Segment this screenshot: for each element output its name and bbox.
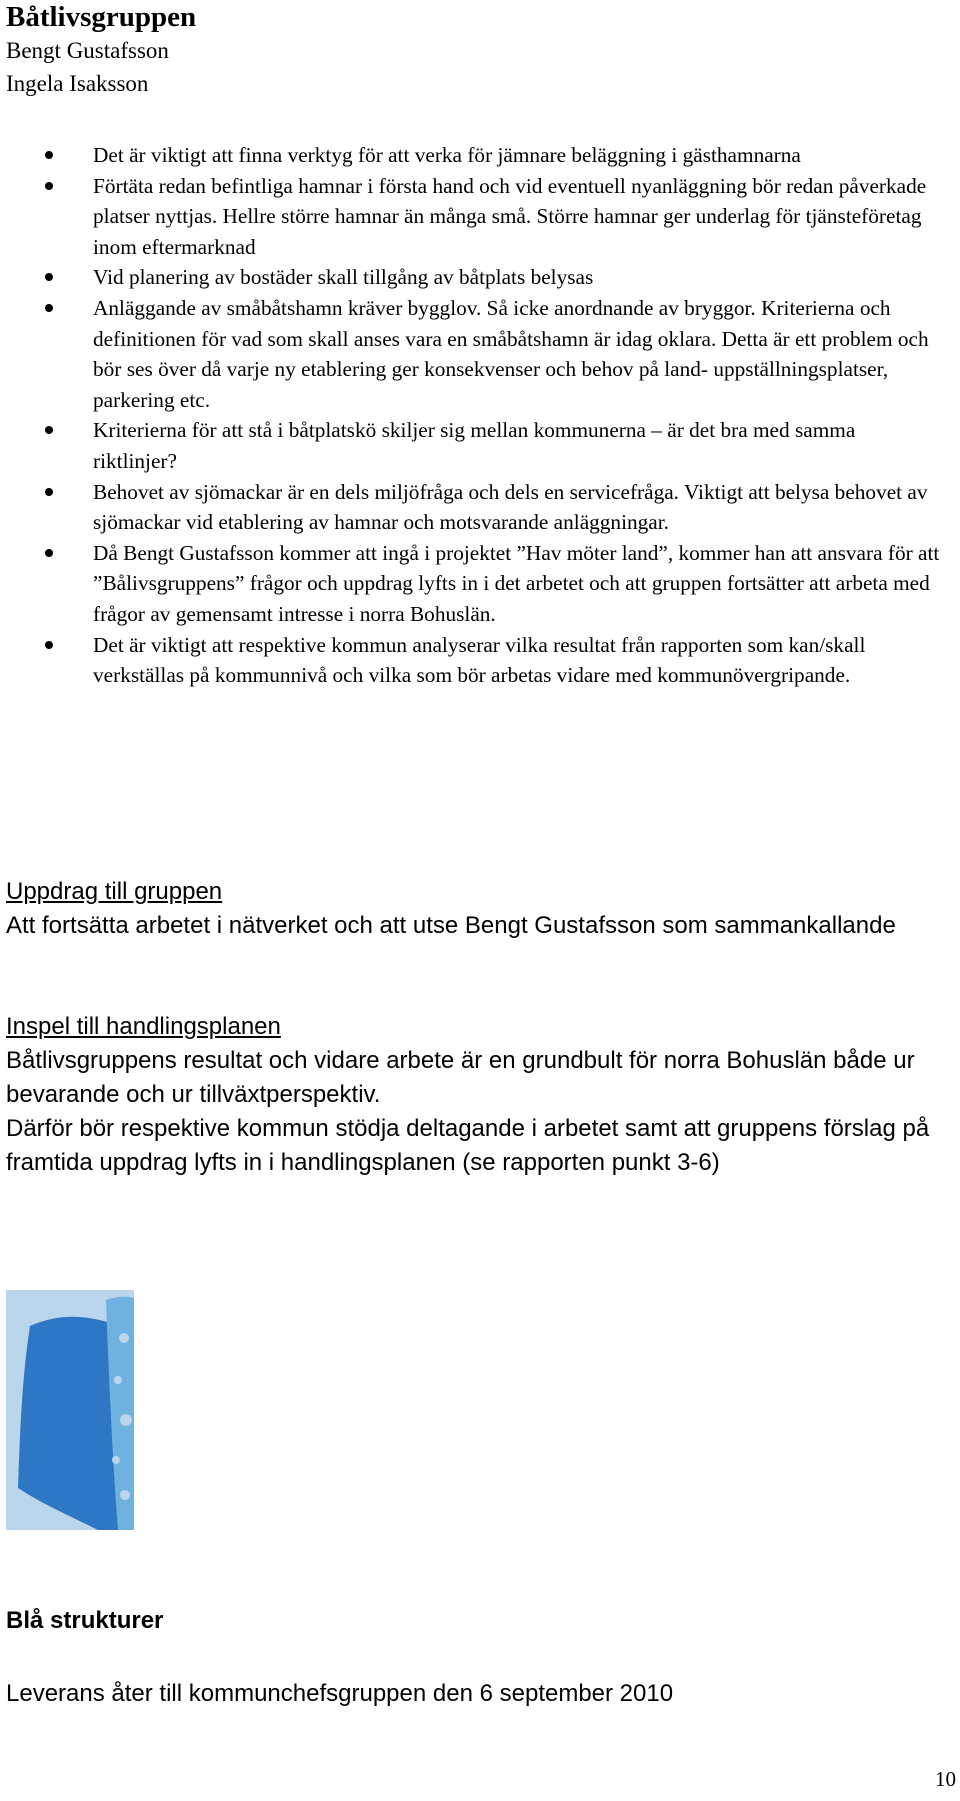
logo-dot xyxy=(112,1456,120,1464)
page-number: 10 xyxy=(935,1767,956,1791)
inspel-paragraph: Båtlivsgruppens resultat och vidare arbete är en grundbult för norra Bohuslän både ur bevarande och ur tillväxtperspektiv. xyxy=(6,1047,915,1108)
list-item-text: Behovet av sjömackar är en dels miljöfråga och dels en servicefråga. Viktigt att belysa behovet av sjömackar vid etablering av hamnar och motsvarande anläggningar. xyxy=(93,479,928,535)
list-item-text: Då Bengt Gustafsson kommer att ingå i projektet ”Hav möter land”, kommer han att ansvara för att ”Bålivsgruppens” frågor och uppdrag lyfts in i det arbetet och att gruppen fortsätter att arbeta med frågor av gemensamt intresse i norra Bohuslän. xyxy=(93,540,940,626)
bla-strukturer-heading: Blå strukturer xyxy=(6,1607,164,1634)
logo-dot xyxy=(120,1414,132,1426)
author-name: Ingela Isaksson xyxy=(6,71,149,96)
logo-dot xyxy=(114,1376,122,1384)
list-item xyxy=(40,477,940,538)
bullet-icon xyxy=(45,488,53,496)
uppdrag-section xyxy=(6,875,936,943)
bullet-icon xyxy=(45,426,53,434)
list-item xyxy=(40,293,940,415)
uppdrag-heading: Uppdrag till gruppen xyxy=(6,878,223,905)
author-name: Bengt Gustafsson xyxy=(6,38,169,63)
page-title: Båtlivsgruppen xyxy=(6,1,197,33)
inspel-heading: Inspel till handlingsplanen xyxy=(6,1013,281,1040)
list-item-text: Kriterierna för att stå i båtplatskö skiljer sig mellan kommunerna – är det bra med samma riktlinjer? xyxy=(93,418,856,473)
bullet-icon xyxy=(45,182,53,190)
header xyxy=(6,0,906,100)
list-item xyxy=(40,262,940,293)
list-item xyxy=(40,630,940,691)
logo-dot xyxy=(119,1333,129,1343)
list-item xyxy=(40,140,940,171)
logo-dot xyxy=(120,1490,130,1500)
list-item-text: Vid planering av bostäder skall tillgång av båtplats belysas xyxy=(93,265,594,290)
bullet-icon xyxy=(45,641,53,649)
bullet-list xyxy=(40,140,940,691)
bullet-icon xyxy=(45,304,53,312)
inspel-paragraph: Därför bör respektive kommun stödja deltagande i arbetet samt att gruppens förslag på framtida uppdrag lyfts in i handlingsplanen (se rapporten punkt 3-6) xyxy=(6,1115,930,1176)
delivery-text: Leverans åter till kommunchefsgruppen den 6 september 2010 xyxy=(6,1680,674,1707)
list-item xyxy=(40,171,940,263)
uppdrag-text: Att fortsätta arbetet i nätverket och att utse Bengt Gustafsson som sammankallande xyxy=(6,912,896,939)
bullet-icon xyxy=(45,151,53,159)
wave-logo-icon xyxy=(6,1290,134,1530)
list-item-text: Det är viktigt att finna verktyg för att verka för jämnare beläggning i gästhamnarna xyxy=(93,143,801,167)
list-item xyxy=(40,538,940,630)
list-item-text: Förtäta redan befintliga hamnar i första hand och vid eventuell nyanläggning bör redan påverkade platser nyttjas. Hellre större hamnar än många små. Större hamnar ger underlag för tjänsteföretag inom eftermarknad xyxy=(93,173,927,259)
list-item-text: Det är viktigt att respektive kommun analyserar vilka resultat från rapporten som kan/skall verkställas på kommunnivå och vilka som bör arbetas vidare med kommunövergripande. xyxy=(93,632,866,688)
list-item xyxy=(40,415,940,476)
bullet-icon xyxy=(45,549,53,557)
bullet-icon xyxy=(45,273,53,281)
inspel-section xyxy=(6,1010,936,1180)
list-item-text: Anläggande av småbåtshamn kräver bygglov. Så icke anordnande av bryggor. Kriterierna och definitionen för vad som skall anses vara en småbåtshamn är idag oklara. Detta är ett problem och bör ses över då varje ny etablering ger konsekvenser och behov på land- uppställningsplatser, parkering etc. xyxy=(93,295,929,412)
